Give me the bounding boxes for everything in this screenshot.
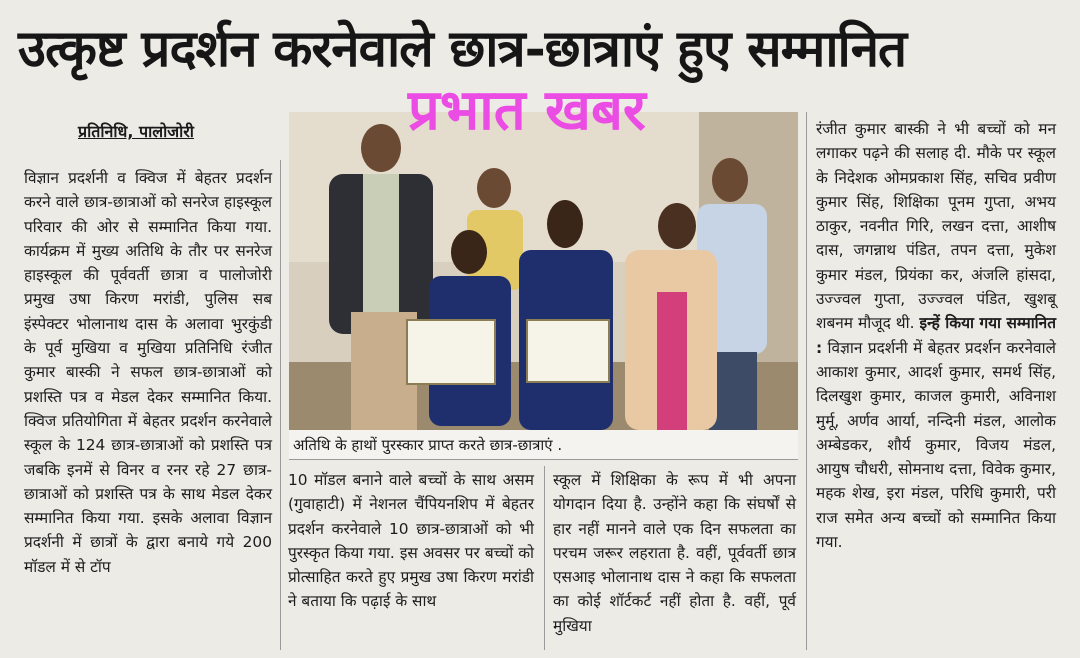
column-4-intro: रंजीत कुमार बास्की ने भी बच्चों को मन लगाकर पढ़ने की सलाह दी. मौके पर स्कूल के निदेशक ओमप्रकाश सिंह, सचिव प्रवीण कुमार सिंह, शिक्षिका पूनम गुप्ता, अभय ठाकुर, नवनीत गिरि, लखन दत्ता, आशीष दास, जगन्नाथ पंडित, तपन दत्ता, मुकेश कुमार मंडल, प्रियंका कर, अंजलि हांसदा, उज्ज्वल गुप्ता, उज्ज्वल पंडित, खुशबू शबनम मौजूद थी. [816,120,1056,333]
headline: उत्कृष्ट प्रदर्शन करनेवाले छात्र-छात्राएं हुए सम्मानित [18,19,907,79]
photo-illustration [289,112,798,430]
honorees-subhead: इन्हें किया गया सम्मानित : [816,314,1056,357]
article-column-4 [816,117,1056,554]
brand-watermark: प्रभात खबर [408,78,646,143]
news-photo [289,112,798,430]
column-divider [544,466,545,650]
column-4-text [816,117,1056,554]
column-3-text: स्कूल में शिक्षिका के रूप में भी अपना योगदान दिया है. उन्होंने कहा कि संघर्षों से हार नहीं मानने वाले एक दिन सफलता का परचम जरूर लहराता है. वहीं, पूर्ववर्ती छात्र एसआइ भोलानाथ दास ने कहा कि सफलता का कोई शॉर्टकर्ट नहीं होता है. वहीं, पूर्व मुखिया [553,471,796,635]
article-column-1 [24,166,272,579]
article-column-3 [553,468,796,638]
photo-caption: अतिथि के हाथों पुरस्कार प्राप्त करते छात्र-छात्राएं . [289,430,798,460]
column-1-text: विज्ञान प्रदर्शनी व क्विज में बेहतर प्रदर्शन करने वाले छात्र-छात्राओं को सनरेज हाइस्कूल परिवार की ओर से सम्मानित किया गया. कार्यक्रम में मुख्य अतिथि के तौर पर सनरेज हाइस्कूल की पूर्ववर्ती छात्रा व पालोजोरी प्रमुख उषा किरण मरांडी, पुलिस सब इंस्पेक्टर भोलानाथ दास के अलावा भुरकुंडी के पूर्व मुखिया व मुखिया प्रतिनिधि रंजीत कुमार बास्की ने सफल छात्र-छात्राओं को प्रशस्ति पत्र व मेडल देकर सम्मानित किया. क्विज प्रतियोगिता में बेहतर प्रदर्शन करनेवाले स्कूल के 124 छात्र-छात्राओं को प्रशस्ति पत्र जबकि इनमें से विनर व रनर रहे 27 छात्र-छात्राओं को प्रशस्ति पत्र के साथ मेडल देकर सम्मानित किया गया. इसके अलावा विज्ञान प्रदर्शनी में छात्रों के द्वारा बनाये गये 200 मॉडल में से टॉप [24,169,272,576]
byline: प्रतिनिधि, पालोजोरी [78,122,194,141]
article-column-2 [288,468,534,614]
honorees-list: विज्ञान प्रदर्शनी में बेहतर प्रदर्शन करनेवाले आकाश कुमार, आदर्श कुमार, समर्थ सिंह, दिलखुश कुमार, काजल कुमारी, अविनाश मुर्मू, अर्णव आर्या, नन्दिनी मंडल, आलोक अम्बेडकर, शौर्य कुमार, विजय मंडल, आयुष चौधरी, सोमनाथ दत्ता, विवेक कुमार, महक शेख, इरा मंडल, परिधि कुमारी, परी राज समेत अन्य बच्चों को सम्मानित किया गया. [816,338,1056,552]
column-divider [806,112,807,650]
column-divider [280,160,281,650]
column-2-text: 10 मॉडल बनाने वाले बच्चों के साथ असम (गुवाहाटी) में नेशनल चैंपियनशिप में बेहतर प्रदर्शन करनेवाले 10 छात्र-छात्राओं को भी पुरस्कृत किया गया. इस अवसर पर बच्चों को प्रोत्साहित करते हुए प्रमुख उषा किरण मरांडी ने बताया कि पढ़ाई के साथ [288,471,534,611]
